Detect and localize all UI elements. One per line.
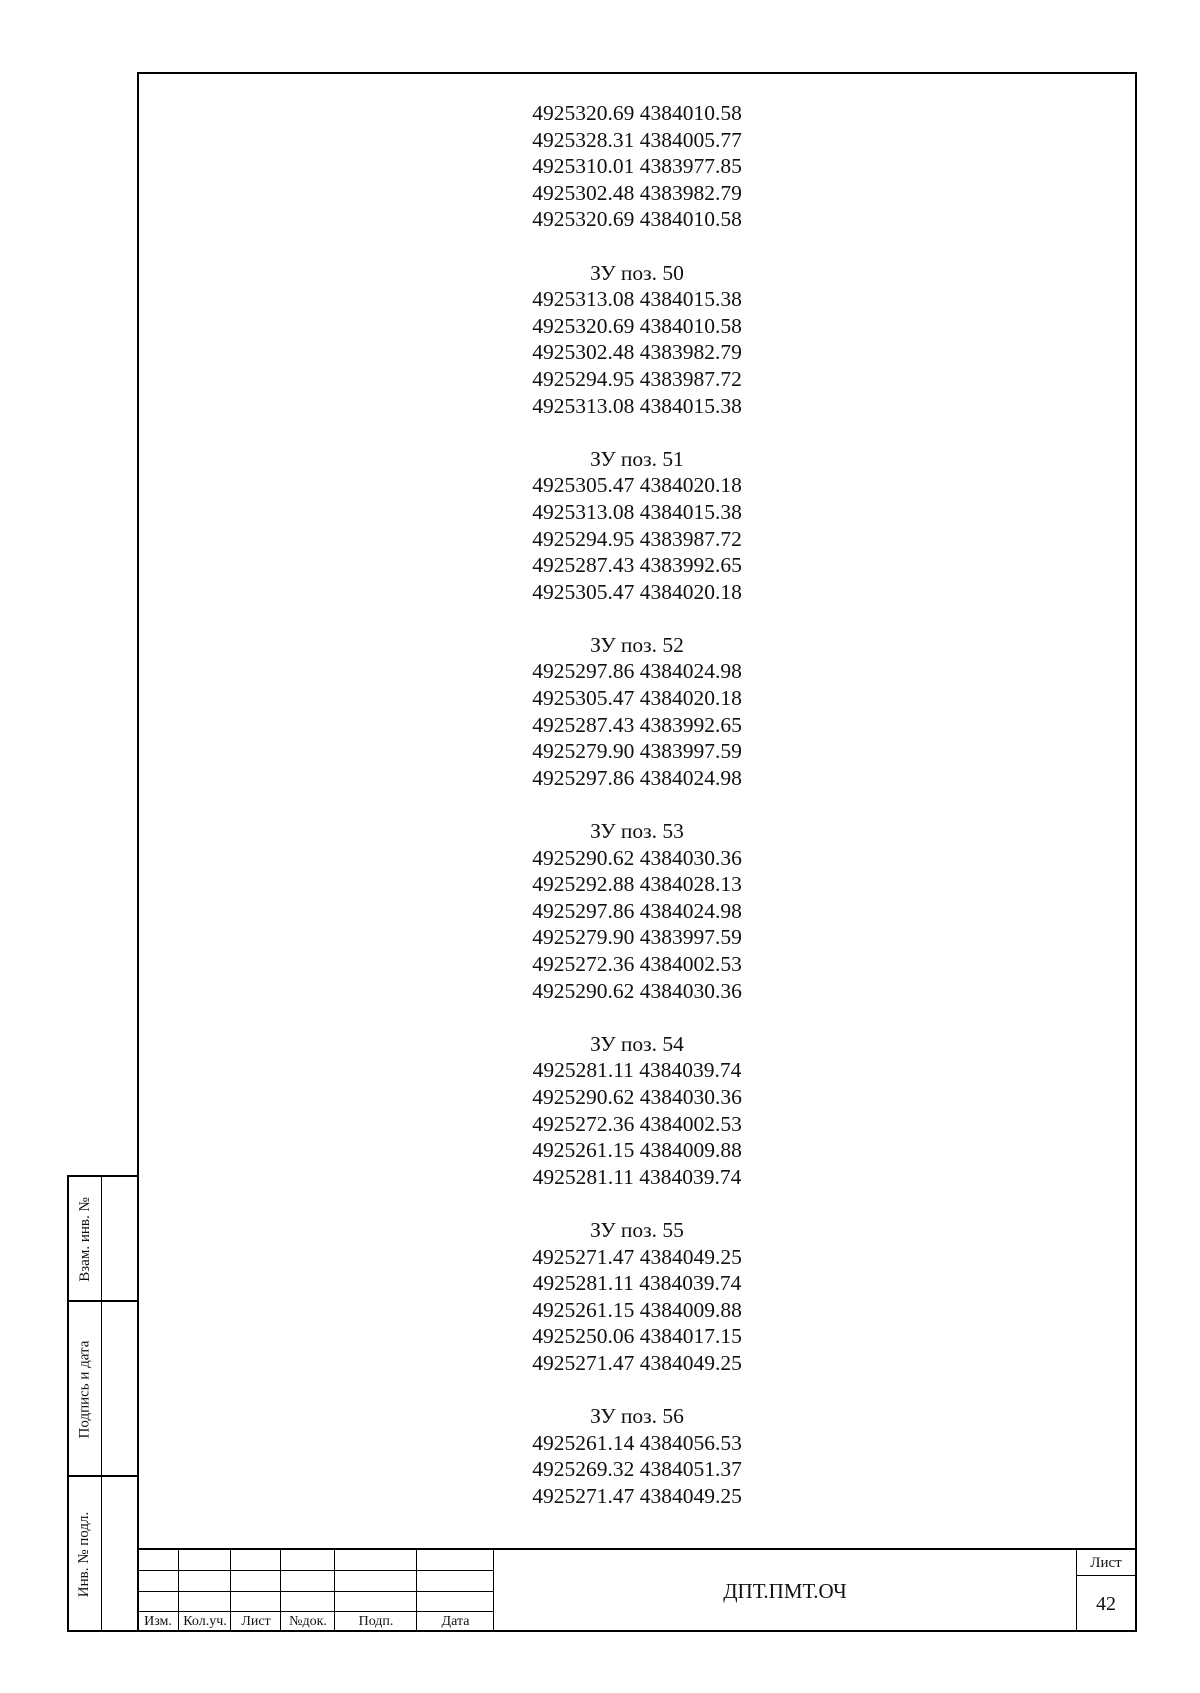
coordinate-group bbox=[137, 1031, 1137, 1191]
coordinate-group bbox=[137, 446, 1137, 606]
side-label-inv-podl-text: Инв. № подл. bbox=[76, 1511, 93, 1598]
col-label-data: Дата bbox=[441, 1614, 470, 1629]
coordinate-row: 4925290.62 4384030.36 bbox=[532, 845, 742, 870]
coordinate-row: 4925305.47 4384020.18 bbox=[532, 579, 742, 604]
coordinate-row: 4925281.11 4384039.74 bbox=[532, 1058, 742, 1083]
coordinate-row: 4925290.62 4384030.36 bbox=[532, 978, 742, 1003]
coordinate-row: 4925272.36 4384002.53 bbox=[532, 952, 742, 976]
coordinate-row: 4925297.86 4384024.98 bbox=[532, 765, 742, 790]
coordinate-group bbox=[137, 1217, 1137, 1377]
sheet-box bbox=[1077, 1550, 1135, 1632]
col-label-kol-uch: Кол.уч. bbox=[183, 1614, 227, 1629]
coordinate-row: 4925297.86 4384024.98 bbox=[532, 659, 742, 684]
group-title: ЗУ поз. 55 bbox=[590, 1217, 684, 1242]
coordinate-row: 4925294.95 4383987.72 bbox=[532, 366, 742, 391]
coordinate-row: 4925272.36 4384002.53 bbox=[532, 1111, 742, 1136]
coordinate-row: 4925302.48 4383982.79 bbox=[532, 180, 742, 205]
coordinate-row: 4925269.32 4384051.37 bbox=[532, 1457, 742, 1482]
coordinate-listing bbox=[137, 100, 1137, 1536]
group-title: ЗУ поз. 52 bbox=[590, 632, 684, 657]
col-label-nodok: №док. bbox=[289, 1614, 327, 1629]
side-margin-column bbox=[67, 1175, 137, 1632]
coordinate-group bbox=[137, 818, 1137, 1004]
coordinate-row: 4925328.31 4384005.77 bbox=[532, 127, 742, 152]
coordinate-row: 4925279.90 4383997.59 bbox=[532, 739, 742, 764]
coordinate-row: 4925261.15 4384009.88 bbox=[532, 1138, 742, 1163]
col-label-izm: Изм. bbox=[144, 1614, 172, 1629]
sheet-label: Лист bbox=[1077, 1550, 1135, 1576]
coordinate-row: 4925281.11 4384039.74 bbox=[532, 1271, 742, 1296]
coordinate-group bbox=[137, 1403, 1137, 1509]
col-label-podp: Подп. bbox=[358, 1614, 394, 1629]
coordinate-row: 4925271.47 4384049.25 bbox=[532, 1244, 742, 1269]
group-title: ЗУ поз. 53 bbox=[590, 819, 684, 844]
coordinate-group bbox=[137, 260, 1137, 420]
col-label-list: Лист bbox=[241, 1614, 271, 1629]
coordinate-row: 4925305.47 4384020.18 bbox=[532, 686, 742, 711]
side-label-podpis-text: Подпись и дата bbox=[76, 1340, 93, 1439]
coordinate-row: 4925313.08 4384015.38 bbox=[532, 499, 742, 524]
coordinate-row: 4925290.62 4384030.36 bbox=[532, 1084, 742, 1109]
coordinate-row: 4925271.47 4384049.25 bbox=[532, 1350, 742, 1375]
coordinate-group bbox=[137, 632, 1137, 792]
group-title: ЗУ поз. 54 bbox=[590, 1031, 684, 1056]
coordinate-row: 4925281.11 4384039.74 bbox=[532, 1164, 742, 1189]
coordinate-row: 4925250.06 4384017.15 bbox=[532, 1324, 742, 1349]
coordinate-row: 4925313.08 4384015.38 bbox=[532, 393, 742, 418]
coordinate-row: 4925287.43 4383992.65 bbox=[532, 712, 742, 737]
coordinate-row: 4925271.47 4384049.25 bbox=[532, 1483, 742, 1508]
coordinate-row: 4925261.15 4384009.88 bbox=[532, 1297, 742, 1322]
coordinate-row: 4925279.90 4383997.59 bbox=[532, 925, 742, 950]
side-label-vzam-text: Взам. инв. № bbox=[76, 1197, 93, 1282]
coordinate-row: 4925313.08 4384015.38 bbox=[532, 287, 742, 312]
coordinate-row: 4925287.43 4383992.65 bbox=[532, 553, 742, 578]
group-title: ЗУ поз. 51 bbox=[590, 446, 684, 471]
coordinate-row: 4925320.69 4384010.58 bbox=[532, 207, 742, 232]
document-code-text: ДПТ.ПМТ.ОЧ bbox=[723, 1578, 847, 1603]
coordinate-row: 4925320.69 4384010.58 bbox=[532, 313, 742, 338]
side-label-inv-podl bbox=[69, 1477, 101, 1632]
title-block bbox=[137, 1548, 1137, 1632]
coordinate-row: 4925297.86 4384024.98 bbox=[532, 898, 742, 923]
coordinate-row: 4925305.47 4384020.18 bbox=[532, 473, 742, 498]
coordinate-row: 4925294.95 4383987.72 bbox=[532, 526, 742, 551]
side-label-podpis bbox=[69, 1302, 101, 1477]
coordinate-group bbox=[137, 100, 1137, 233]
coordinate-row: 4925302.48 4383982.79 bbox=[532, 340, 742, 365]
group-title: ЗУ поз. 50 bbox=[590, 260, 684, 285]
coordinate-row: 4925292.88 4384028.13 bbox=[532, 872, 742, 897]
side-label-vzam bbox=[69, 1177, 101, 1302]
coordinate-row: 4925310.01 4383977.85 bbox=[532, 154, 742, 179]
group-title: ЗУ поз. 56 bbox=[590, 1404, 684, 1429]
revision-table bbox=[137, 1550, 494, 1632]
coordinate-row: 4925320.69 4384010.58 bbox=[532, 101, 742, 125]
sheet-number: 42 bbox=[1096, 1593, 1116, 1615]
document-code bbox=[494, 1550, 1077, 1632]
coordinate-row: 4925261.14 4384056.53 bbox=[532, 1430, 742, 1455]
